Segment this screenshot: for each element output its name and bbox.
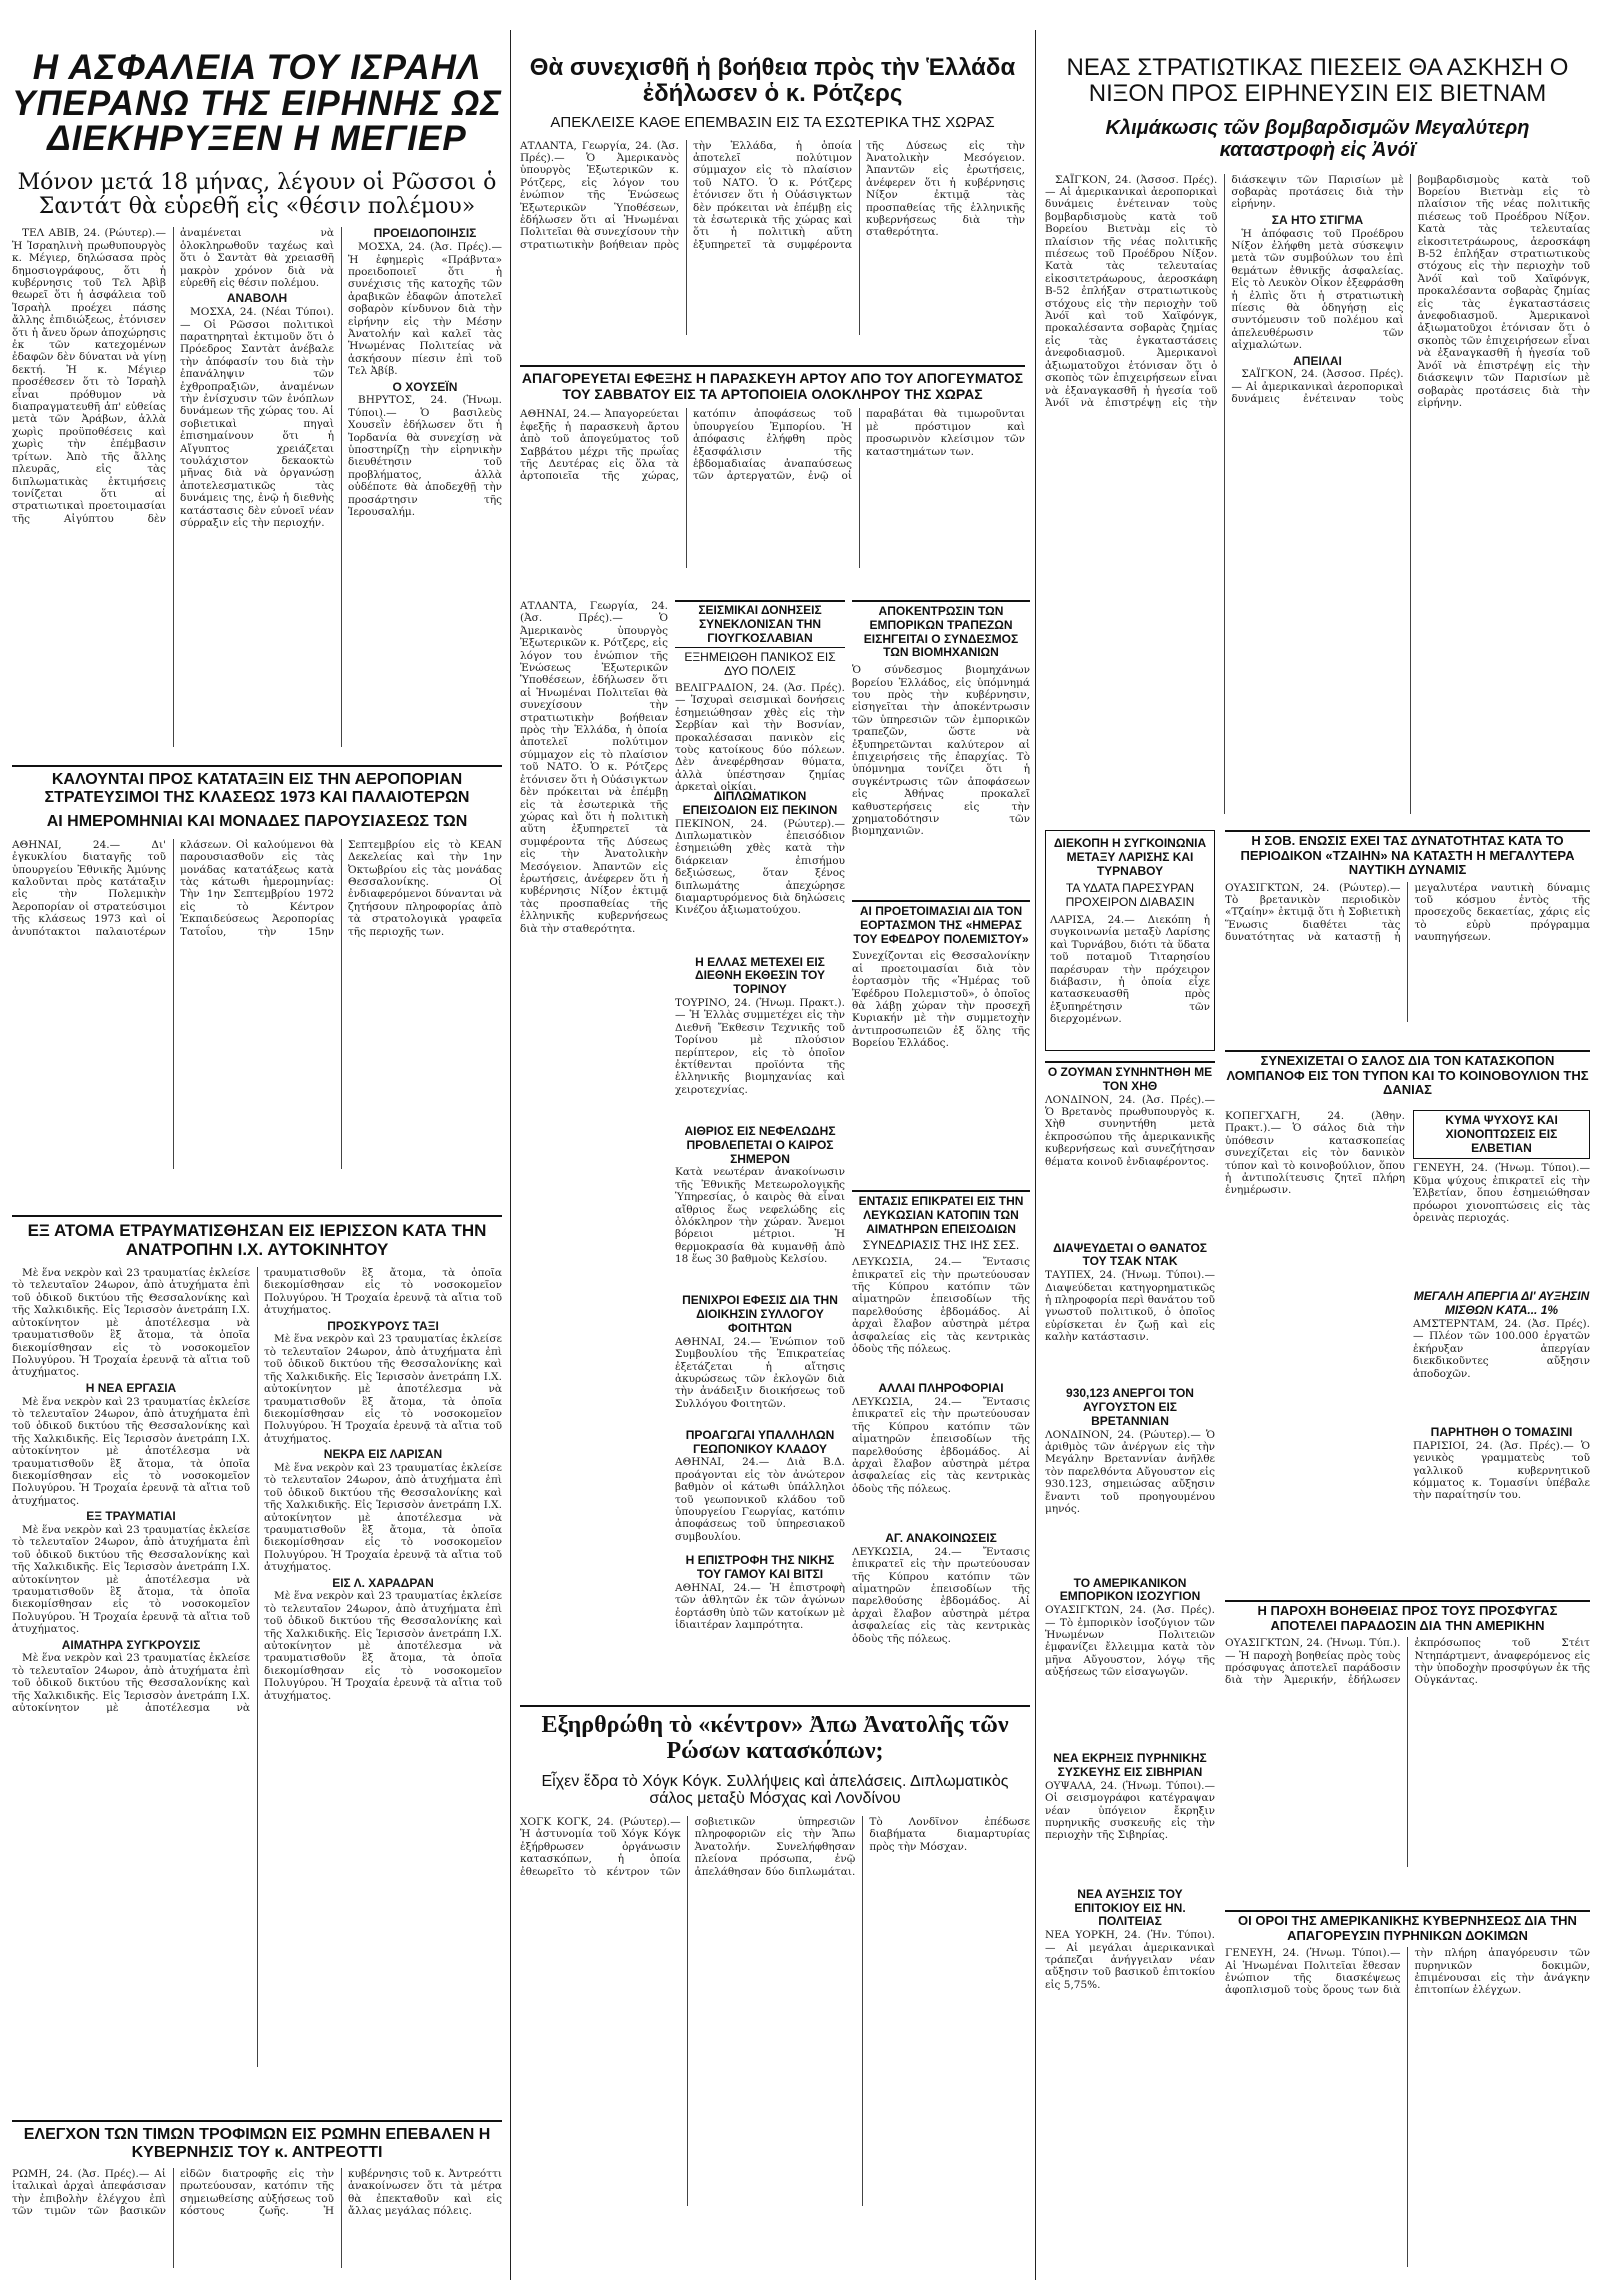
tomasini-text: ΠΑΡΙΣΙΟΙ, 24. (Ἀσ. Πρές).— Ὁ γενικὸς γραμματεὺς τοῦ γαλλικοῦ κυβερνητικοῦ κόμματος κ. Τομασίνι ὑπέβαλε τὴν παραίτησίν του. — [1413, 1439, 1590, 1502]
yugoslavia-text: ΒΕΛΙΓΡΑΔΙΟΝ, 24. (Ἀσ. Πρές).— Ἰσχυραὶ σεισμικαὶ δονήσεις ἐσημειώθησαν χθὲς εἰς τὴν Σερβίαν καὶ τὴν Βοσνίαν, προκαλέσασαι πανικὸν εἰς τοὺς κατοίκους δύο πόλεων. Δὲν ἀνεφέρθησαν θύματα, ἀλλὰ ὑπέστησαν ζημίας ἀρκεταὶ οἰκίαι. — [675, 681, 845, 794]
help-story — [520, 55, 1025, 360]
ny-text: ΝΕΑ ΥΟΡΚΗ, 24. (Ἡν. Τύποι).— Αἱ μεγάλαι ἀμερικανικαὶ τράπεζαι ἀνήγγειλαν νέαν αὔξησιν τοῦ βασικοῦ ἐπιτοκίου εἰς 5,75%. — [1045, 1929, 1215, 1991]
column-rule — [1035, 30, 1036, 2280]
bread-text: ΑΘΗΝΑΙ, 24.— Ἀπαγορεύεται ἐφεξῆς ἡ παρασκευὴ ἄρτου ἀπὸ τοῦ ἀπογεύματος τοῦ Σαββάτου μέχρι τῆς πρωΐας τῆς Δευτέρας εἰς ὅλα τὰ ἀρτοποιεῖα τῆς χώρας, κατόπιν ἀποφάσεως τοῦ ὑπουργείου Ἐμπορίου. Ἡ ἀπόφασις ἐλήφθη πρὸς ἐξασφάλισιν τῆς ἑβδομαδιαίας ἀναπαύσεως τῶν ἀρτεργατῶν, ἐνῷ οἱ παραβάται θὰ τιμωροῦνται μὲ πρόστιμον καὶ προσωρινὸν κλείσιμον τῶν καταστημάτων των. — [520, 408, 1025, 483]
airforce-subhead: ΑΙ ΗΜΕΡΟΜΗΝΙΑΙ ΚΑΙ ΜΟΝΑΔΕΣ ΠΑΡΟΥΣΙΑΣΕΩΣ ΤΩΝ — [46, 812, 468, 830]
injured-text-5: Μὲ ἕνα νεκρὸν καὶ 23 τραυματίας ἐκλείσε τὸ τελευταῖον 24ωρον, ἀπὸ ἀτυχήματα ἐπὶ τοῦ ὁδικοῦ δικτύου τῆς Θεσσαλονίκης καὶ τῆς Χαλκιδικῆς. Εἰς Ἱερισσὸν ἀνετράπη Ι.Χ. αὐτοκίνητον μὲ ἀποτέλεσμα νὰ τραυματισθοῦν ἓξ ἄτομα, τὰ ὁποῖα διεκομίσθησαν εἰς τὸ νοσοκομεῖον Πολυγύρου. Ἡ Τροχαία ἐρευνᾷ τὰ αἴτια τοῦ ἀτυχήματος. — [264, 1333, 502, 1445]
nicosia-story — [852, 1190, 1030, 1690]
trade-headline: ΤΟ ΑΜΕΡΙΚΑΝΙΚΟΝ ΕΜΠΟΡΙΚΟΝ ΙΣΟΖΥΓΙΟΝ — [1059, 1575, 1201, 1604]
lead-chousein-heading: Ο ΧΟΥΣΕΪΝ — [392, 379, 458, 394]
nixon-apeilai-heading: ΑΠΕΙΛΑΙ — [1293, 353, 1342, 368]
soviet-headline: Εξηρθρώθη τὸ «κέντρον» Ἀπω Ἀνατολῆς τῶν Ρώσων κατασκόπων; — [541, 1712, 1009, 1764]
banks-story — [852, 600, 1030, 890]
help-text: ΑΤΛΑΝΤΑ, Γεωργία, 24. (Ἀσ. Πρές).— Ὁ Ἀμερικανὸς ὑπουργὸς Ἐξωτερικῶν κ. Ρότζερς, εἰς λόγον του ἐνώπιον τῆς Ἑνώσεως Ἐξωτερικῶν Ὑποθέσεων, ἐδήλωσεν ὅτι αἱ Ἡνωμέναι Πολιτεῖαι θὰ συνεχίσουν τὴν στρατιωτικὴν βοήθειαν πρὸς τὴν Ἑλλάδα, ἡ ὁποία ἀποτελεῖ πολύτιμον σύμμαχον εἰς τὸ πλαίσιον τοῦ ΝΑΤΟ. Ὁ κ. Ρότζερς ἐτόνισεν ὅτι ἡ Οὐάσιγκτων δὲν πρόκειται νὰ ἐπέμβῃ εἰς τὰ ἐσωτερικὰ τῆς χώρας καὶ ὅτι ἡ πολιτικὴ αὕτη ἐξυπηρετεῖ τὰ συμφέροντα τῆς Δύσεως εἰς τὴν Ἀνατολικὴν Μεσόγειον. Ἀπαντῶν εἰς ἐρωτήσεις, ἀνέφερεν ὅτι ἡ κυβέρνησις Νίξον ἐκτιμᾷ τὰς προσπαθείας τῆς ἑλληνικῆς κυβερνήσεως διὰ τὴν σταθερότητα. — [520, 139, 1025, 251]
wedding-headline: Η ΕΠΙΣΤΡΟΦΗ ΤΗΣ ΝΙΚΗΣ ΤΟΥ ΓΑΜΟΥ ΚΑΙ ΒΙΤΣΙ — [685, 1553, 835, 1582]
banks-headline: ΑΠΟΚΕΝΤΡΩΣΙΝ ΤΩΝ ΕΜΠΟΡΙΚΩΝ ΤΡΑΠΕΖΩΝ ΕΙΣΗΓΕΙΤΑΙ Ο ΣΥΝΔΕΣΜΟΣ ΤΩΝ ΒΙΟΜΗΧΑΝΙΩΝ — [852, 600, 1030, 660]
bread-headline: ΑΠΑΓΟΡΕΥΕΤΑΙ ΕΦΕΞΗΣ Η ΠΑΡΑΣΚΕΥΗ ΑΡΤΟΥ ΑΠΟ ΤΟΥ ΑΠΟΓΕΥΜΑΤΟΣ ΤΟΥ ΣΑΒΒΑΤΟΥ ΕΙΣ ΤΑ ΑΡΤΟΠΟΙΕΙΑ ΟΛΟΚΛΗΡΟΥ ΤΗΣ ΧΩΡΑΣ — [521, 370, 1024, 402]
tomasini-headline: ΠΑΡΗΤΗΘΗ Ο ΤΟΜΑΣΙΝΙ — [1430, 1424, 1573, 1439]
memorial-text: Συνεχίζονται εἰς Θεσσαλονίκην αἱ προετοιμασίαι διὰ τὸν ἑορτασμὸν τῆς «Ἡμέρας τοῦ Ἐφέδρου Πολεμιστοῦ», ὁ ὁποῖος θὰ λάβῃ χώραν τὴν προσεχῆ Κυριακήν μὲ τὴν συμμετοχὴν ἀντιπροσωπειῶν ἐξ ὅλης τῆς Βορείου Ἑλλάδος. — [852, 950, 1030, 1050]
tests-headline: ΟΙ ΟΡΟΙ ΤΗΣ ΑΜΕΡΙΚΑΝΙΚΗΣ ΚΥΒΕΡΝΗΣΕΩΣ ΔΙΑ ΤΗΝ ΑΠΑΓΟΡΕΥΣΙΝ ΠΥΡΗΝΙΚΩΝ ΔΟΚΙΜΩΝ — [1238, 1913, 1577, 1943]
lead-headline: Η ΑΣΦΑΛΕΙΑ ΤΟΥ ΙΣΡΑΗΛ ΥΠΕΡΑΝΩ ΤΗΣ ΕΙΡΗΝΗΣ ΩΣ ΔΙΕΚΗΡΥΞΕΝ Η ΜΕΓΙΕΡ — [12, 48, 502, 159]
unemployed-headline: 930,123 ΑΝΕΡΓΟΙ ΤΟΝ ΑΥΓΟΥΣΤΟΝ ΕΙΣ ΒΡΕΤΑΝΝΙΑΝ — [1066, 1386, 1194, 1428]
lead-story — [12, 50, 502, 755]
memorial-story — [852, 900, 1030, 1180]
nicosia-text-2: ΛΕΥΚΩΣΙΑ, 24.— Ἔντασις ἐπικρατεῖ εἰς τὴν πρωτεύουσαν τῆς Κύπρου κατόπιν τῶν αἱματηρῶν ἐπεισοδίων τῆς παρελθούσης ἑβδομάδος. Αἱ ἀρχαὶ ἔλαβον αὐστηρὰ μέτρα ἀσφαλείας εἰς τὰς κεντρικὰς ὁδοὺς τῆς πόλεως. — [852, 1395, 1030, 1495]
strike-headline: ΜΕΓΑΛΗ ΑΠΕΡΓΙΑ ΔΙ' ΑΥΞΗΣΙΝ ΜΙΣΘΩΝ ΚΑΤΑ... 1% — [1413, 1289, 1590, 1318]
trade-text: ΟΥΑΣΙΓΚΤΩΝ, 24. (Ἀσ. Πρές).— Τὸ ἐμπορικὸν ἰσοζύγιον τῶν Ἡνωμένων Πολιτειῶν ἐμφανίζει ἔλλειμμα κατὰ τὸν μῆνα Αὔγουστον, λόγῳ τῆς αὐξήσεως τῶν εἰσαγωγῶν. — [1045, 1604, 1215, 1679]
denmark-text: ΚΟΠΕΓΧΑΓΗ, 24. (Ἀθην. Πρακτ.).— Ὁ σάλος διὰ τὴν ὑπόθεσιν κατασκοπείας συνεχίζεται εἰς τὸν δανικὸν τύπον καὶ τὸ κοινοβούλιον, ὅπου ἡ ἀντιπολίτευσις ζητεῖ πλήρη ἐνημέρωσιν. — [1225, 1110, 1405, 1197]
larisa-headline: ΔΙΕΚΟΠΗ Η ΣΥΓΚΟΙΝΩΝΙΑ ΜΕΤΑΞΥ ΛΑΡΙΣΗΣ ΚΑΙ ΤΥΡΝΑΒΟΥ — [1053, 836, 1207, 878]
center-narrow-column — [675, 600, 845, 1700]
column-rule — [510, 30, 511, 2280]
tests-story — [1225, 1910, 1590, 2290]
shipping-headline: Η ΣΟΒ. ΕΝΩΣΙΣ ΕΧΕΙ ΤΑΣ ΔΥΝΑΤΟΤΗΤΑΣ ΚΑΤΑ ΤΟ ΠΕΡΙΟΔΙΚΟΝ «ΤΖΑΙΗΝ» ΝΑ ΚΑΤΑΣΤΗ Η ΜΕΓΑΛΥΤΕΡΑ ΝΑΥΤΙΚΗ ΔΥΝΑΜΙΣ — [1240, 833, 1575, 878]
nixon-text-repeat: ΣΑΪΓΚΟΝ, 24. (Ἀσσοσ. Πρές).— Αἱ ἀμερικανικαὶ ἀεροπορικαὶ δυνάμεις ἐνέτειναν τοὺς βομβαρδισμοὺς κατὰ τοῦ Βορείου Βιετνὰμ εἰς τὸ πλαίσιον τῆς νέας πολιτικῆς πιέσεως τοῦ Προέδρου Νίξον. Κατὰ τὰς τελευταίας εἰκοσιτετράωρους, ἀεροσκάφη Β-52 ἐπλήξαν στρατιωτικοὺς στόχους εἰς τὴν περιοχὴν τοῦ Ἀνόϊ καὶ τοῦ Χαϊφόνγκ, προκαλέσαντα σοβαρὰς ζημίας εἰς τὰς ἐγκαταστάσεις ἀνεφοδιασμοῦ. Ἀμερικανοὶ ἀξιωματοῦχοι ἐτόνισαν ὅτι ὁ σκοπὸς τῶν ἐπιχειρήσεων εἶναι νὰ ἐξαναγκασθῆ ἡ ἡγεσία τοῦ Ἀνόϊ νὰ ἐπιστρέψῃ εἰς τὴν διάσκεψιν τῶν Παρισίων μὲ σοβαρὰς προτάσεις διὰ τὴν εἰρήνην. — [1231, 173, 1590, 409]
injured-text-3: Μὲ ἕνα νεκρὸν καὶ 23 τραυματίας ἐκλείσε τὸ τελευταῖον 24ωρον, ἀπὸ ἀτυχήματα ἐπὶ τοῦ ὁδικοῦ δικτύου τῆς Θεσσαλονίκης καὶ τῆς Χαλκιδικῆς. Εἰς Ἱερισσὸν ἀνετράπη Ι.Χ. αὐτοκίνητον μὲ ἀποτέλεσμα νὰ τραυματισθοῦν ἓξ ἄτομα, τὰ ὁποῖα διεκομίσθησαν εἰς τὸ νοσοκομεῖον Πολυγύρου. Ἡ Τροχαία ἐρευνᾷ τὰ αἴτια τοῦ ἀτυχήματος. — [12, 1523, 250, 1636]
tsak-text: ΤΑΥΠΕΧ, 24. (Ἡνωμ. Τύποι).— Διαψεύδεται κατηγορηματικῶς ἡ πληροφορία περὶ θανάτου τοῦ γνωστοῦ πολιτικοῦ, ὁ ὁποῖος εὑρίσκεται ἐν ζωῇ καὶ εἰς καλὴν κατάστασιν. — [1045, 1269, 1215, 1344]
strike-text: ΑΜΣΤΕΡΝΤΑΜ, 24. (Ἀσ. Πρές).— Πλέον τῶν 100.000 ἐργατῶν ἐκήρυξαν ἀπεργίαν διεκδικοῦντες αὔξησιν ἀποδοχῶν. — [1413, 1317, 1590, 1380]
ny-headline: ΝΕΑ ΑΥΞΗΣΙΣ ΤΟΥ ΕΠΙΤΟΚΙΟΥ ΕΙΣ ΗΝ. ΠΟΛΙΤΕΙΑΣ — [1074, 1886, 1186, 1929]
tsak-headline: ΔΙΑΨΕΥΔΕΤΑΙ Ο ΘΑΝΑΤΟΣ ΤΟΥ ΤΣΑΚ ΝΤΑΚ — [1053, 1240, 1207, 1269]
diplo-headline: ΔΙΠΛΩΜΑΤΙΚΟΝ ΕΠΕΙΣΟΔΙΟΝ ΕΙΣ ΠΕΚΙΝΟΝ — [682, 788, 838, 817]
injured-headline: ΕΞ ΑΤΟΜΑ ΕΤΡΑΥΜΑΤΙΣΘΗΣΑΝ ΕΙΣ ΙΕΡΙΣΣΟΝ ΚΑΤΑ ΤΗΝ ΑΝΑΤΡΟΠΗΝ Ι.Χ. ΑΥΤΟΚΙΝΗΤΟΥ — [27, 1221, 487, 1260]
prices-headline: ΕΛΕΓΧΟΝ ΤΩΝ ΤΙΜΩΝ ΤΡΟΦΙΜΩΝ ΕΙΣ ΡΩΜΗΝ ΕΠΕΒΑΛΕΝ Η ΚΥΒΕΡΝΗΣΙΣ ΤΟΥ κ. ΑΝΤΡΕΟΤΤΙ — [23, 2126, 491, 2161]
injured-story — [12, 1215, 502, 2095]
right-narrow-column — [1045, 830, 1215, 2290]
diplo-text: ΠΕΚΙΝΟΝ, 24. (Ρώυτερ).— Διπλωματικὸν ἐπεισόδιον ἐσημειώθη χθὲς κατὰ τὴν διάρκειαν ἐπισήμου δεξιώσεως, ὅταν ξένος διπλωμάτης ἀπεχώρησε διαμαρτυρόμενος διὰ δηλώσεις Κινέζου ἀξιωματούχου. — [675, 817, 845, 917]
nixon-stigma-heading: ΣΑ ΗΤΟ ΣΤΙΓΜΑ — [1271, 212, 1364, 227]
memorial-headline: ΑΙ ΠΡΟΕΤΟΙΜΑΣΙΑΙ ΔΙΑ ΤΟΝ ΕΟΡΤΑΣΜΟΝ ΤΗΣ «ΗΜΕΡΑΣ ΤΟΥ ΕΦΕΔΡΟΥ ΠΟΛΕΜΙΣΤΟΥ» — [852, 900, 1030, 946]
weather-text: Κατὰ νεωτέραν ἀνακοίνωσιν τῆς Ἐθνικῆς Μετεωρολογικῆς Ὑπηρεσίας, ὁ καιρὸς θὰ εἶναι αἴθριος ἕως νεφελώδης εἰς ὁλόκληρον τὴν χώραν. Ἄνεμοι βόρειοι μέτριοι. Ἡ θερμοκρασία θὰ κυμανθῇ ἀπὸ 18 ἕως 30 βαθμοὺς Κελσίου. — [675, 1166, 845, 1266]
help-text-cont: ΑΤΛΑΝΤΑ, Γεωργία, 24. (Ἀσ. Πρές).— Ὁ Ἀμερικανὸς ὑπουργὸς Ἐξωτερικῶν κ. Ρότζερς, εἰς λόγον του ἐνώπιον τῆς Ἑνώσεως Ἐξωτερικῶν Ὑποθέσεων, ἐδήλωσεν ὅτι αἱ Ἡνωμέναι Πολιτεῖαι θὰ συνεχίσουν τὴν στρατιωτικὴν βοήθειαν πρὸς τὴν Ἑλλάδα, ἡ ὁποία ἀποτελεῖ πολύτιμον σύμμαχον εἰς τὸ πλαίσιον τοῦ ΝΑΤΟ. Ὁ κ. Ρότζερς ἐτόνισεν ὅτι ἡ Οὐάσιγκτων δὲν πρόκειται νὰ ἐπέμβῃ εἰς τὰ ἐσωτερικὰ τῆς χώρας καὶ ὅτι ἡ πολιτικὴ αὕτη ἐξυπηρετεῖ τὰ συμφέροντα τῆς Δύσεως εἰς τὴν Ἀνατολικὴν Μεσόγειον. Ἀπαντῶν εἰς ἐρωτήσεις, ἀνέφερεν ὅτι ἡ κυβέρνησις Νίξον ἐκτιμᾷ τὰς προσπαθείας τῆς ἑλληνικῆς κυβερνήσεως διὰ τὴν σταθερότητα. — [520, 600, 668, 935]
cold-text: ΓΕΝΕΥΗ, 24. (Ἡνωμ. Τύποι).— Κῦμα ψύχους ἐπικρατεῖ εἰς τὴν Ἑλβετίαν, ὅπου ἐσημειώθησαν πρόωροι χιονοπτώσεις εἰς τὰς ὀρεινὰς περιοχάς. — [1413, 1162, 1590, 1225]
help-headline: Θὰ συνεχισθῆ ἡ βοήθεια πρὸς τὴν Ἑλλάδα ἐδήλωσεν ὁ κ. Ρότζερς — [529, 54, 1016, 107]
nuclear-text: ΟΥΨΑΛΑ, 24. (Ἡνωμ. Τύποι).— Οἱ σεισμογράφοι κατέγραψαν νέαν ὑπόγειον ἔκρηξιν πυρηνικῆς συσκευῆς εἰς τὴν περιοχὴν τῆς Σιβηρίας. — [1045, 1779, 1215, 1842]
injured-text-7: Μὲ ἕνα νεκρὸν καὶ 23 τραυματίας ἐκλείσε τὸ τελευταῖον 24ωρον, ἀπὸ ἀτυχήματα ἐπὶ τοῦ ὁδικοῦ δικτύου τῆς Θεσσαλονίκης καὶ τῆς Χαλκιδικῆς. Εἰς Ἱερισσὸν ἀνετράπη Ι.Χ. αὐτοκίνητον μὲ ἀποτέλεσμα νὰ τραυματισθοῦν ἓξ ἄτομα, τὰ ὁποῖα διεκομίσθησαν εἰς τὸ νοσοκομεῖον Πολυγύρου. Ἡ Τροχαία ἐρευνᾷ τὰ αἴτια τοῦ ἀτυχήματος. — [264, 1590, 502, 1702]
injured-aimatira-heading: ΑΙΜΑΤΗΡΑ ΣΥΓΚΡΟΥΣΙΣ — [61, 1637, 201, 1652]
lead-anavoli-heading: ΑΝΑΒΟΛΗ — [226, 291, 288, 306]
prices-text: ΡΩΜΗ, 24. (Ἀσ. Πρές).— Αἱ ἰταλικαὶ ἀρχαὶ ἀπεφάσισαν τὴν ἐπιβολὴν ἐλέγχου ἐπὶ τῶν τιμῶν τῶν βασικῶν εἰδῶν διατροφῆς εἰς τὴν πρωτεύουσαν, κατόπιν τῆς σημειωθείσης αὐξήσεως τοῦ κόστους ζωῆς. Ἡ κυβέρνησις τοῦ κ. Ἀντρεόττι ἀνακοίνωσεν ὅτι τὰ μέτρα θὰ ἐπεκταθοῦν καὶ εἰς ἄλλας μεγάλας πόλεις. — [12, 2167, 502, 2218]
help-subhead: ΑΠΕΚΛΕΙΣΕ ΚΑΘΕ ΕΠΕΜΒΑΣΙΝ ΕΙΣ ΤΑ ΕΣΩΤΕΡΙΚΑ ΤΗΣ ΧΩΡΑΣ — [550, 113, 995, 131]
students-text: ΑΘΗΝΑΙ, 24.— Ἐνώπιον τοῦ Συμβουλίου τῆς Ἐπικρατείας ἐξετάζεται ἡ αἴτησις ἀκυρώσεως τῶν ἐκλογῶν διὰ τὴν ἀνάδειξιν διοικήσεως τοῦ Συλλόγου Φοιτητῶν. — [675, 1335, 845, 1410]
soviet-story — [520, 1705, 1030, 2290]
larisa-subhead: ΤΑ ΥΔΑΤΑ ΠΑΡΕΣΥΡΑΝ ΠΡΟΧΕΙΡΟΝ ΔΙΑΒΑΣΙΝ — [1065, 881, 1195, 910]
injured-text-2: Μὲ ἕνα νεκρὸν καὶ 23 τραυματίας ἐκλείσε τὸ τελευταῖον 24ωρον, ἀπὸ ἀτυχήματα ἐπὶ τοῦ ὁδικοῦ δικτύου τῆς Θεσσαλονίκης καὶ τῆς Χαλκιδικῆς. Εἰς Ἱερισσὸν ἀνετράπη Ι.Χ. αὐτοκίνητον μὲ ἀποτέλεσμα νὰ τραυματισθοῦν ἓξ ἄτομα, τὰ ὁποῖα διεκομίσθησαν εἰς τὸ νοσοκομεῖον Πολυγύρου. Ἡ Τροχαία ἐρευνᾷ τὰ αἴτια τοῦ ἀτυχήματος. — [12, 1395, 250, 1507]
lead-proeidopoiisis-text: ΜΟΣΧΑ, 24. (Ἀσ. Πρές).— Ἡ ἐφημερὶς «Πράβντα» προειδοποιεῖ ὅτι ἡ συνέχισις τῆς κατοχῆς τῶν ἀραβικῶν ἐδαφῶν ἀποτελεῖ σοβαρὸν κίνδυνον διὰ τὴν εἰρήνην εἰς τὴν Μέσην Ἀνατολήν καὶ καλεῖ τὰς Ἡνωμένας Πολιτείας νὰ ἀσκήσουν πίεσιν ἐπὶ τοῦ Τελ Ἀβίβ. — [348, 241, 502, 378]
injured-text-6: Μὲ ἕνα νεκρὸν καὶ 23 τραυματίας ἐκλείσε τὸ τελευταῖον 24ωρον, ἀπὸ ἀτυχήματα ἐπὶ τοῦ ὁδικοῦ δικτύου τῆς Θεσσαλονίκης καὶ τῆς Χαλκιδικῆς. Εἰς Ἱερισσὸν ἀνετράπη Ι.Χ. αὐτοκίνητον μὲ ἀποτέλεσμα νὰ τραυματισθοῦν ἓξ ἄτομα, τὰ ὁποῖα διεκομίσθησαν εἰς τὸ νοσοκομεῖον Πολυγύρου. Ἡ Τροχαία ἐρευνᾷ τὰ αἴτια τοῦ ἀτυχήματος. — [264, 1461, 502, 1574]
nicosia-anakoinoseis-heading: ΑΓ. ΑΝΑΚΟΙΝΩΣΕΙΣ — [885, 1530, 997, 1545]
unemployed-text: ΛΟΝΔΙΝΟΝ, 24. (Ρώυτερ).— Ὁ ἀριθμὸς τῶν ἀνέργων εἰς τὴν Μεγάλην Βρεταννίαν ἀνῆλθε τὸν παρελθόντα Αὔγουστον εἰς 930.123, σημειώσας αὔξησιν ἔναντι τοῦ προηγουμένου μηνός. — [1045, 1428, 1215, 1515]
airforce-headline: ΚΑΛΟΥΝΤΑΙ ΠΡΟΣ ΚΑΤΑΤΑΞΙΝ ΕΙΣ ΤΗΝ ΑΕΡΟΠΟΡΙΑΝ ΣΤΡΑΤΕΥΣΙΜΟΙ ΤΗΣ ΚΛΑΣΕΩΣ 1973 ΚΑΙ ΠΑΛΑΙΟΤΕΡΩΝ — [44, 771, 470, 806]
prices-story — [12, 2120, 502, 2290]
denmark-left — [1225, 1110, 1405, 1585]
injured-text: Μὲ ἕνα νεκρὸν καὶ 23 τραυματίας ἐκλείσε τὸ τελευταῖον 24ωρον, ἀπὸ ἀτυχήματα ἐπὶ τοῦ ὁδικοῦ δικτύου τῆς Θεσσαλονίκης καὶ τῆς Χαλκιδικῆς. Εἰς Ἱερισσὸν ἀνετράπη Ι.Χ. αὐτοκίνητον μὲ ἀποτέλεσμα νὰ τραυματισθοῦν ἓξ ἄτομα, τὰ ὁποῖα διεκομίσθησαν εἰς τὸ νοσοκομεῖον Πολυγύρου. Ἡ Τροχαία ἐρευνᾷ τὰ αἴτια τοῦ ἀτυχήματος. — [12, 1267, 250, 1379]
nixon-headline: ΝΕΑΣ ΣΤΡΑΤΙΩΤΙΚΑΣ ΠΙΕΣΕΙΣ ΘΑ ΑΣΚΗΣΗ Ο ΝΙΞΟΝ ΠΡΟΣ ΕΙΡΗΝΕΥΣΙΝ ΕΙΣ ΒΙΕΤΝΑΜ — [1066, 54, 1569, 107]
refugees-story — [1225, 1600, 1590, 1900]
injured-text-4: Μὲ ἕνα νεκρὸν καὶ 23 τραυματίας ἐκλείσε τὸ τελευταῖον 24ωρον, ἀπὸ ἀτυχήματα ἐπὶ τοῦ ὁδικοῦ δικτύου τῆς Θεσσαλονίκης καὶ τῆς Χαλκιδικῆς. Εἰς Ἱερισσὸν ἀνετράπη Ι.Χ. αὐτοκίνητον μὲ ἀποτέλεσμα νὰ τραυματισθοῦν ἓξ ἄτομα, τὰ ὁποῖα διεκομίσθησαν εἰς τὸ νοσοκομεῖον Πολυγύρου. Ἡ Τροχαία ἐρευνᾷ τὰ αἴτια τοῦ ἀτυχήματος. — [12, 1267, 502, 1715]
nixon-subhead: Κλιμάκωσις τῶν βομβαρδισμῶν Μεγαλύτερη καταστροφὴ εἰς Ἀνόϊ — [1105, 116, 1530, 162]
bread-wide — [520, 365, 1025, 595]
lead-proeidopoiisis-heading: ΠΡΟΕΙΔΟΠΟΙΗΣΙΣ — [373, 226, 477, 241]
denmark-headline: ΣΥΝΕΧΙΖΕΤΑΙ Ο ΣΑΛΟΣ ΔΙΑ ΤΟΝ ΚΑΤΑΣΚΟΠΟΝ ΛΟΜΠΑΝΟΦ ΕΙΣ ΤΟΝ ΤΥΠΟΝ ΚΑΙ ΤΟ ΚΟΙΝΟΒΟΥΛΙΟΝ ΤΗΣ ΔΑΝΙΑΣ — [1226, 1053, 1589, 1098]
injured-charadra-heading: ΕΙΣ Λ. ΧΑΡΑΔΡΑΝ — [332, 1575, 434, 1590]
nicosia-text: ΛΕΥΚΩΣΙΑ, 24.— Ἔντασις ἐπικρατεῖ εἰς τὴν πρωτεύουσαν τῆς Κύπρου κατόπιν τῶν αἱματηρῶν ἐπεισοδίων τῆς παρελθούσης ἑβδομάδος. Αἱ ἀρχαὶ ἔλαβον αὐστηρὰ μέτρα ἀσφαλείας εἰς τὰς κεντρικὰς ὁδοὺς τῆς πόλεως. — [852, 1256, 1030, 1356]
nicosia-allai-heading: ΑΛΛΑΙ ΠΛΗΡΟΦΟΡΙΑΙ — [878, 1381, 1004, 1396]
xho-headline: Ο ΖΟΥΜΑΝ ΣΥΝΗΝΤΗΘΗ ΜΕ ΤΟΝ ΧΗΘ — [1045, 1061, 1215, 1094]
promotions-headline: ΠΡΟΑΓΩΓΑΙ ΥΠΑΛΛΗΛΩΝ ΓΕΩΠΟΝΙΚΟΥ ΚΛΑΔΟΥ — [685, 1427, 835, 1456]
yugoslavia-subhead: ΕΞΗΜΕΙΩΘΗ ΠΑΝΙΚΟΣ ΕΙΣ ΔΥΟ ΠΟΛΕΙΣ — [684, 650, 836, 679]
lead-subhead: Μόνον μετά 18 μήνας, λέγουν οἱ Ρῶσσοι ὁ Σαντάτ θὰ εὑρεθῆ εἰς «θέσιν πολέμου» — [17, 170, 497, 220]
soviet-subhead: Εἶχεν ἕδρα τὸ Χόγκ Κόγκ. Συλλήψεις καὶ ἀπελάσεις. Διπλωματικὸς σάλος μεταξὺ Μόσχας καὶ Λονδίνου — [541, 1772, 1009, 1808]
tests-text: ΓΕΝΕΥΗ, 24. (Ἡνωμ. Τύποι).— Αἱ Ἡνωμέναι Πολιτεῖαι ἔθεσαν ἐνώπιον τῆς διασκέψεως ἀφοπλισμοῦ τοὺς ὅρους των διὰ τὴν πλήρη ἀπαγόρευσιν τῶν πυρηνικῶν δοκιμῶν, ἐπιμένουσαι εἰς τὴν ἀνάγκην ἐπιτοπίων ἐλέγχων. — [1225, 1947, 1590, 1997]
lead-text: ΤΕΛ ΑΒΙΒ, 24. (Ρώυτερ).— Ἡ Ἰσραηλινὴ πρωθυπουργὸς κ. Μέγιερ, δηλώσασα πρὸς δημοσιογράφους, ὅτι ἡ κυβέρνησις τοῦ Τελ Ἀβὶβ θεωρεῖ ὅτι ἡ ἀσφάλεια τοῦ Ἰσραὴλ προέχει πάσης ἄλλης ἐπιδιώξεως, ἐτόνισεν ὅτι ἡ ἄνευ ὅρων ἀποχώρησις ἐκ τῶν κατεχομένων ἐδαφῶν δὲν δύναται νὰ γίνῃ δεκτή. Ἡ κ. Μέγιερ προσέθεσεν ὅτι τὸ Ἰσραὴλ εἶναι πρόθυμον νὰ διαπραγματευθῆ ἀπ' εὐθείας μετὰ τῶν Ἀράβων, ἀλλὰ χωρὶς προϋποθέσεις καὶ χωρὶς τὴν ἐπέμβασιν τρίτων. Ἀπὸ τῆς ἄλλης πλευρᾶς, εἰς τὰς διπλωματικὰς ἐκτιμήσεις τονίζεται ὅτι αἱ στρατιωτικαὶ προετοιμασίαι τῆς Αἰγύπτου δὲν ἀναμένεται νὰ ὁλοκληρωθοῦν ταχέως καὶ ὅτι ὁ Σαντὰτ θὰ χρειασθῆ μακρὸν χρόνον διὰ νὰ εὑρεθῆ εἰς θέσιν πολέμου. — [12, 227, 334, 525]
injured-nea-ergasia-heading: Η ΝΕΑ ΕΡΓΑΣΙΑ — [85, 1380, 177, 1395]
promotions-text: ΑΘΗΝΑΙ, 24.— Διὰ Β.Δ. προάγονται εἰς τὸν ἀνώτερον βαθμὸν οἱ κάτωθι ὑπάλληλοι τοῦ γεωπονικοῦ κλάδου τοῦ ὑπουργείου Γεωργίας, κατόπιν ἀποφάσεως τοῦ ὑπηρεσιακοῦ συμβουλίου. — [675, 1456, 845, 1543]
nicosia-text-3: ΛΕΥΚΩΣΙΑ, 24.— Ἔντασις ἐπικρατεῖ εἰς τὴν πρωτεύουσαν τῆς Κύπρου κατόπιν τῶν αἱματηρῶν ἐπεισοδίων τῆς παρελθούσης ἑβδομάδος. Αἱ ἀρχαὶ ἔλαβον αὐστηρὰ μέτρα ἀσφαλείας εἰς τὰς κεντρικὰς ὁδοὺς τῆς πόλεως. — [852, 1545, 1030, 1645]
turin-headline: Η ΕΛΛΑΣ ΜΕΤΕΧΕΙ ΕΙΣ ΔΙΕΘΝΗ ΕΚΘΕΣΙΝ ΤΟΥ ΤΟΡΙΝΟΥ — [694, 954, 826, 997]
center-left-column — [520, 600, 668, 935]
shipping-text: ΟΥΑΣΙΓΚΤΩΝ, 24. (Ρώυτερ).— Τὸ βρετανικὸν περιοδικὸν «Τζαίην» ἐκτιμᾷ ὅτι ἡ Σοβιετικὴ Ἕνωσις διαθέτει τὰς δυνατότητας νὰ καταστῇ ἡ μεγαλυτέρα ναυτικὴ δύναμις τοῦ κόσμου ἐντὸς τῆς προσεχοῦς δεκαετίας, χάρις εἰς τὸ εὐρὺ πρόγραμμα ναυπηγήσεων. — [1225, 881, 1590, 944]
lead-anavoli-text: ΜΟΣΧΑ, 24. (Νέαι Τύποι).— Οἱ Ρῶσσοι πολιτικοὶ παρατηρηταὶ ἐκτιμοῦν ὅτι ὁ Πρόεδρος Σαντὰτ ἀνέβαλε τὴν ἀπόφασίν του διὰ τὴν ἐπανάληψιν τῶν ἐχθροπραξιῶν, ἀναμένων τὴν ἐνίσχυσιν τῶν ἐνόπλων δυνάμεων τῆς χώρας του. Αἱ σοβιετικαὶ πηγαὶ ἐπισημαίνουν ὅτι ἡ Αἴγυπτος χρειάζεται τουλάχιστον δεκαοκτὼ μῆνας διὰ νὰ ὀργανώσῃ ἀποτελεσματικῶς τὰς δυνάμεις της, ἐνῷ ἡ διεθνὴς κατάστασις δὲν εὐνοεῖ νέαν σύρραξιν εἰς τὴν περιοχήν. — [180, 306, 334, 530]
airforce-text: ΑΘΗΝΑΙ, 24.— Δι' ἐγκυκλίου διαταγῆς τοῦ ὑπουργείου Ἐθνικῆς Ἀμύνης καλοῦνται πρὸς κατάταξιν εἰς τὴν Πολεμικὴν Ἀεροπορίαν οἱ στρατεύσιμοι τῆς κλάσεως 1973 καὶ οἱ ἀνυπότακτοι παλαιοτέρων κλάσεων. Οἱ καλούμενοι θὰ παρουσιασθοῦν εἰς τὰς μονάδας κατατάξεως κατὰ τὰς κάτωθι ἡμερομηνίας: Τὴν 1ην Σεπτεμβρίου 1972 εἰς τὸ Κέντρον Ἐκπαιδεύσεως Ἀεροπορίας Τατοΐου, τὴν 15ην Σεπτεμβρίου εἰς τὸ ΚΕΑΝ Δεκελείας καὶ τὴν 1ην Ὀκτωβρίου εἰς τὰς μονάδας Θεσσαλονίκης. Οἱ ἐνδιαφερόμενοι δύνανται νὰ ζητήσουν πληροφορίας ἀπὸ τὰ στρατολογικὰ γραφεῖα τῆς περιοχῆς των. — [12, 838, 502, 938]
xho-text: ΛΟΝΔΙΝΟΝ, 24. (Ἀσ. Πρές).— Ὁ Βρετανὸς πρωθυπουργὸς κ. Χὴθ συνηντήθη μετὰ ἐκπροσώπου τῆς ἀμερικανικῆς κυβερνήσεως καὶ συνεζήτησαν θέματα κοινοῦ ἐνδιαφέροντος. — [1045, 1093, 1215, 1168]
students-headline: ΠΕΝΙΧΡΟΙ ΕΦΕΣΙΣ ΔΙΑ ΤΗΝ ΔΙΟΙΚΗΣΙΝ ΣΥΛΛΟΓΟΥ ΦΟΙΤΗΤΩΝ — [682, 1293, 838, 1335]
refugees-headline: Η ΠΑΡΟΧΗ ΒΟΗΘΕΙΑΣ ΠΡΟΣ ΤΟΥΣ ΠΡΟΣΦΥΓΑΣ ΑΠΟΤΕΛΕΙ ΠΑΡΑΔΟΣΙΝ ΔΙΑ ΤΗΝ ΑΜΕΡΙΚΗΝ — [1257, 1603, 1558, 1633]
larisa-text: ΛΑΡΙΣΑ, 24.— Διεκόπη ἡ συγκοινωνία μεταξὺ Λαρίσης καὶ Τυρνάβου, διότι τὰ ὕδατα τοῦ ποταμοῦ Τιταρησίου παρέσυραν τὴν πρόχειρον διάβασιν, ἡ ὁποία εἶχε κατασκευασθῆ πρὸς ἐξυπηρέτησιν τῶν διερχομένων. — [1050, 913, 1210, 1026]
refugees-text: ΟΥΑΣΙΓΚΤΩΝ, 24. (Ἡνωμ. Τύπ.).— Ἡ παροχὴ βοηθείας πρὸς τοὺς πρόσφυγας ἀποτελεῖ παράδοσιν διὰ τὴν Ἀμερικήν, ἐδήλωσεν ἐκπρόσωπος τοῦ Στέιτ Ντηπάρτμεντ, ἀναφερόμενος εἰς τὴν ὑποδοχὴν προσφύγων ἐκ τῆς Οὐγκάντας. — [1225, 1637, 1590, 1687]
injured-traumatiai-heading: ΕΞ ΤΡΑΥΜΑΤΙΑΙ — [86, 1509, 176, 1524]
nixon-text: ΣΑΪΓΚΟΝ, 24. (Ἀσσοσ. Πρές).— Αἱ ἀμερικανικαὶ ἀεροπορικαὶ δυνάμεις ἐνέτειναν τοὺς βομβαρδισμοὺς κατὰ τοῦ Βορείου Βιετνὰμ εἰς τὸ πλαίσιον τῆς νέας πολιτικῆς πιέσεως τοῦ Προέδρου Νίξον. Κατὰ τὰς τελευταίας εἰκοσιτετράωρους, ἀεροσκάφη Β-52 ἐπλήξαν στρατιωτικοὺς στόχους εἰς τὴν περιοχὴν τοῦ Ἀνόϊ καὶ τοῦ Χαϊφόνγκ, προκαλέσαντα σοβαρὰς ζημίας εἰς τὰς ἐγκαταστάσεις ἀνεφοδιασμοῦ. Ἀμερικανοὶ ἀξιωματοῦχοι ἐτόνισαν ὅτι ὁ σκοπὸς τῶν ἐπιχειρήσεων εἶναι νὰ ἐξαναγκασθῆ ἡ ἡγεσία τοῦ Ἀνόϊ νὰ ἐπιστρέψῃ εἰς τὴν διάσκεψιν τῶν Παρισίων μὲ σοβαρὰς προτάσεις διὰ τὴν εἰρήνην. — [1045, 173, 1404, 409]
nuclear-headline: ΝΕΑ ΕΚΡΗΞΙΣ ΠΥΡΗΝΙΚΗΣ ΣΥΣΚΕΥΗΣ ΕΙΣ ΣΙΒΗΡΙΑΝ — [1053, 1751, 1207, 1779]
nixon-story — [1045, 55, 1590, 825]
shipping-story — [1225, 830, 1590, 1040]
larisa-box — [1045, 830, 1215, 1051]
banks-text: Ὁ σύνδεσμος βιομηχάνων βορείου Ἑλλάδος, εἰς ὑπόμνημά του πρὸς τὴν κυβέρνησιν, εἰσηγεῖται τὴν ἀποκέντρωσιν τῶν ὑπηρεσιῶν τῶν ἐμπορικῶν τραπεζῶν, ὥστε νὰ ἐξυπηρετῶνται καλύτερον αἱ ἐπιχειρήσεις τῆς ἐπαρχίας. Τὸ ὑπόμνημα τονίζει ὅτι ἡ συγκέντρωσις τῶν ἀποφάσεων εἰς Ἀθήνας προκαλεῖ καθυστερήσεις εἰς τὴν χρηματοδότησιν τῶν βιομηχανιῶν. — [852, 664, 1030, 838]
injured-proskopos-heading: ΠΡΟΣΚΥΡΟΥΣ ΤΑΞΙ — [327, 1318, 439, 1333]
soviet-text: ΧΟΓΚ ΚΟΓΚ, 24. (Ρώυτερ).— Ἡ ἀστυνομία τοῦ Χόγκ Κόγκ ἐξήρθρωσεν ὀργάνωσιν κατασκόπων, ἡ ὁποία ἐθεωρεῖτο τὸ κέντρον τῶν σοβιετικῶν ὑπηρεσιῶν πληροφοριῶν εἰς τὴν Ἄπω Ἀνατολήν. Συνελήφθησαν πλείονα πρόσωπα, ἐνῷ ἀπελάθησαν δύο διπλωμάται. Τὸ Λονδῖνον ἐπέδωσε διαβήματα διαμαρτυρίας πρὸς τὴν Μόσχαν. — [520, 1816, 1030, 1878]
cold-headline: ΚΥΜΑ ΨΥΧΟΥΣ ΚΑΙ ΧΙΟΝΟΠΤΩΣΕΙΣ ΕΙΣ ΕΛΒΕΤΙΑΝ — [1413, 1110, 1590, 1159]
denmark-right — [1413, 1110, 1590, 1585]
lead-chousein-text: ΒΗΡΥΤΟΣ, 24. (Ἡνωμ. Τύποι).— Ὁ βασιλεὺς Χουσεῒν ἐδήλωσεν ὅτι ἡ Ἰορδανία θὰ συνεχίσῃ νὰ ὑποστηρίζῃ τὴν εἰρηνικὴν διευθέτησιν τοῦ προβλήματος, ἀλλὰ οὐδέποτε θὰ ἀποδεχθῇ τὴν προσάρτησιν τῆς Ἱερουσαλήμ. — [348, 394, 502, 519]
turin-text: ΤΟΥΡΙΝΟ, 24. (Ἡνωμ. Πρακτ.).— Ἡ Ἑλλὰς συμμετέχει εἰς τὴν Διεθνῆ Ἔκθεσιν Τεχνικῆς τοῦ Τορίνου μὲ πλούσιον περίπτερον, εἰς τὸ ὁποῖον ἐκτίθενται προϊόντα τῆς ἑλληνικῆς βιομηχανίας καὶ χειροτεχνίας. — [675, 996, 845, 1096]
yugoslavia-headline: ΣΕΙΣΜΙΚΑΙ ΔΟΝΗΣΕΙΣ ΣΥΝΕΚΛΟΝΙΣΑΝ ΤΗΝ ΓΙΟΥΓΚΟΣΛΑΒΙΑΝ — [675, 600, 845, 648]
nixon-extra-text: Ἡ ἀπόφασις τοῦ Προέδρου Νίξον ἐλήφθη μετὰ σύσκεψιν μετὰ τῶν συμβούλων του ἐπὶ θεμάτων ἐθνικῆς ἀσφαλείας. Εἰς τὸ Λευκὸν Οἶκον ἐξεφράσθη ἡ ἐλπὶς ὅτι ἡ στρατιωτικὴ πίεσις θὰ ὁδηγήσῃ εἰς συντόμευσιν τοῦ πολέμου καὶ ἀπελευθέρωσιν τῶν αἰχμαλώτων. — [1231, 227, 1404, 352]
injured-nekra-heading: ΝΕΚΡΑ ΕΙΣ ΛΑΡΙΣΑΝ — [323, 1447, 443, 1462]
nicosia-subhead: ΣΥΝΕΔΡΙΑΣΙΣ ΤΗΣ ΙΗΣ ΣΕΣ. — [862, 1238, 1020, 1253]
wedding-text: ΑΘΗΝΑΙ, 24.— Ἡ ἐπιστροφὴ τῶν ἀθλητῶν ἐκ τῶν ἀγώνων ἐορτάσθη ὑπὸ τῶν κατοίκων μὲ ἰδιαιτέραν λαμπρότητα. — [675, 1581, 845, 1632]
nicosia-headline: ΕΝΤΑΣΙΣ ΕΠΙΚΡΑΤΕΙ ΕΙΣ ΤΗΝ ΛΕΥΚΩΣΙΑΝ ΚΑΤΟΠΙΝ ΤΩΝ ΑΙΜΑΤΗΡΩΝ ΕΠΕΙΣΟΔΙΩΝ — [852, 1190, 1030, 1236]
denmark-story — [1225, 1050, 1590, 1590]
airforce-story — [12, 765, 502, 1205]
weather-headline: ΑΙΘΡΙΟΣ ΕΙΣ ΝΕΦΕΛΩΔΗΣ ΠΡΟΒΛΕΠΕΤΑΙ Ο ΚΑΙΡΟΣ ΣΗΜΕΡΟΝ — [684, 1123, 836, 1166]
